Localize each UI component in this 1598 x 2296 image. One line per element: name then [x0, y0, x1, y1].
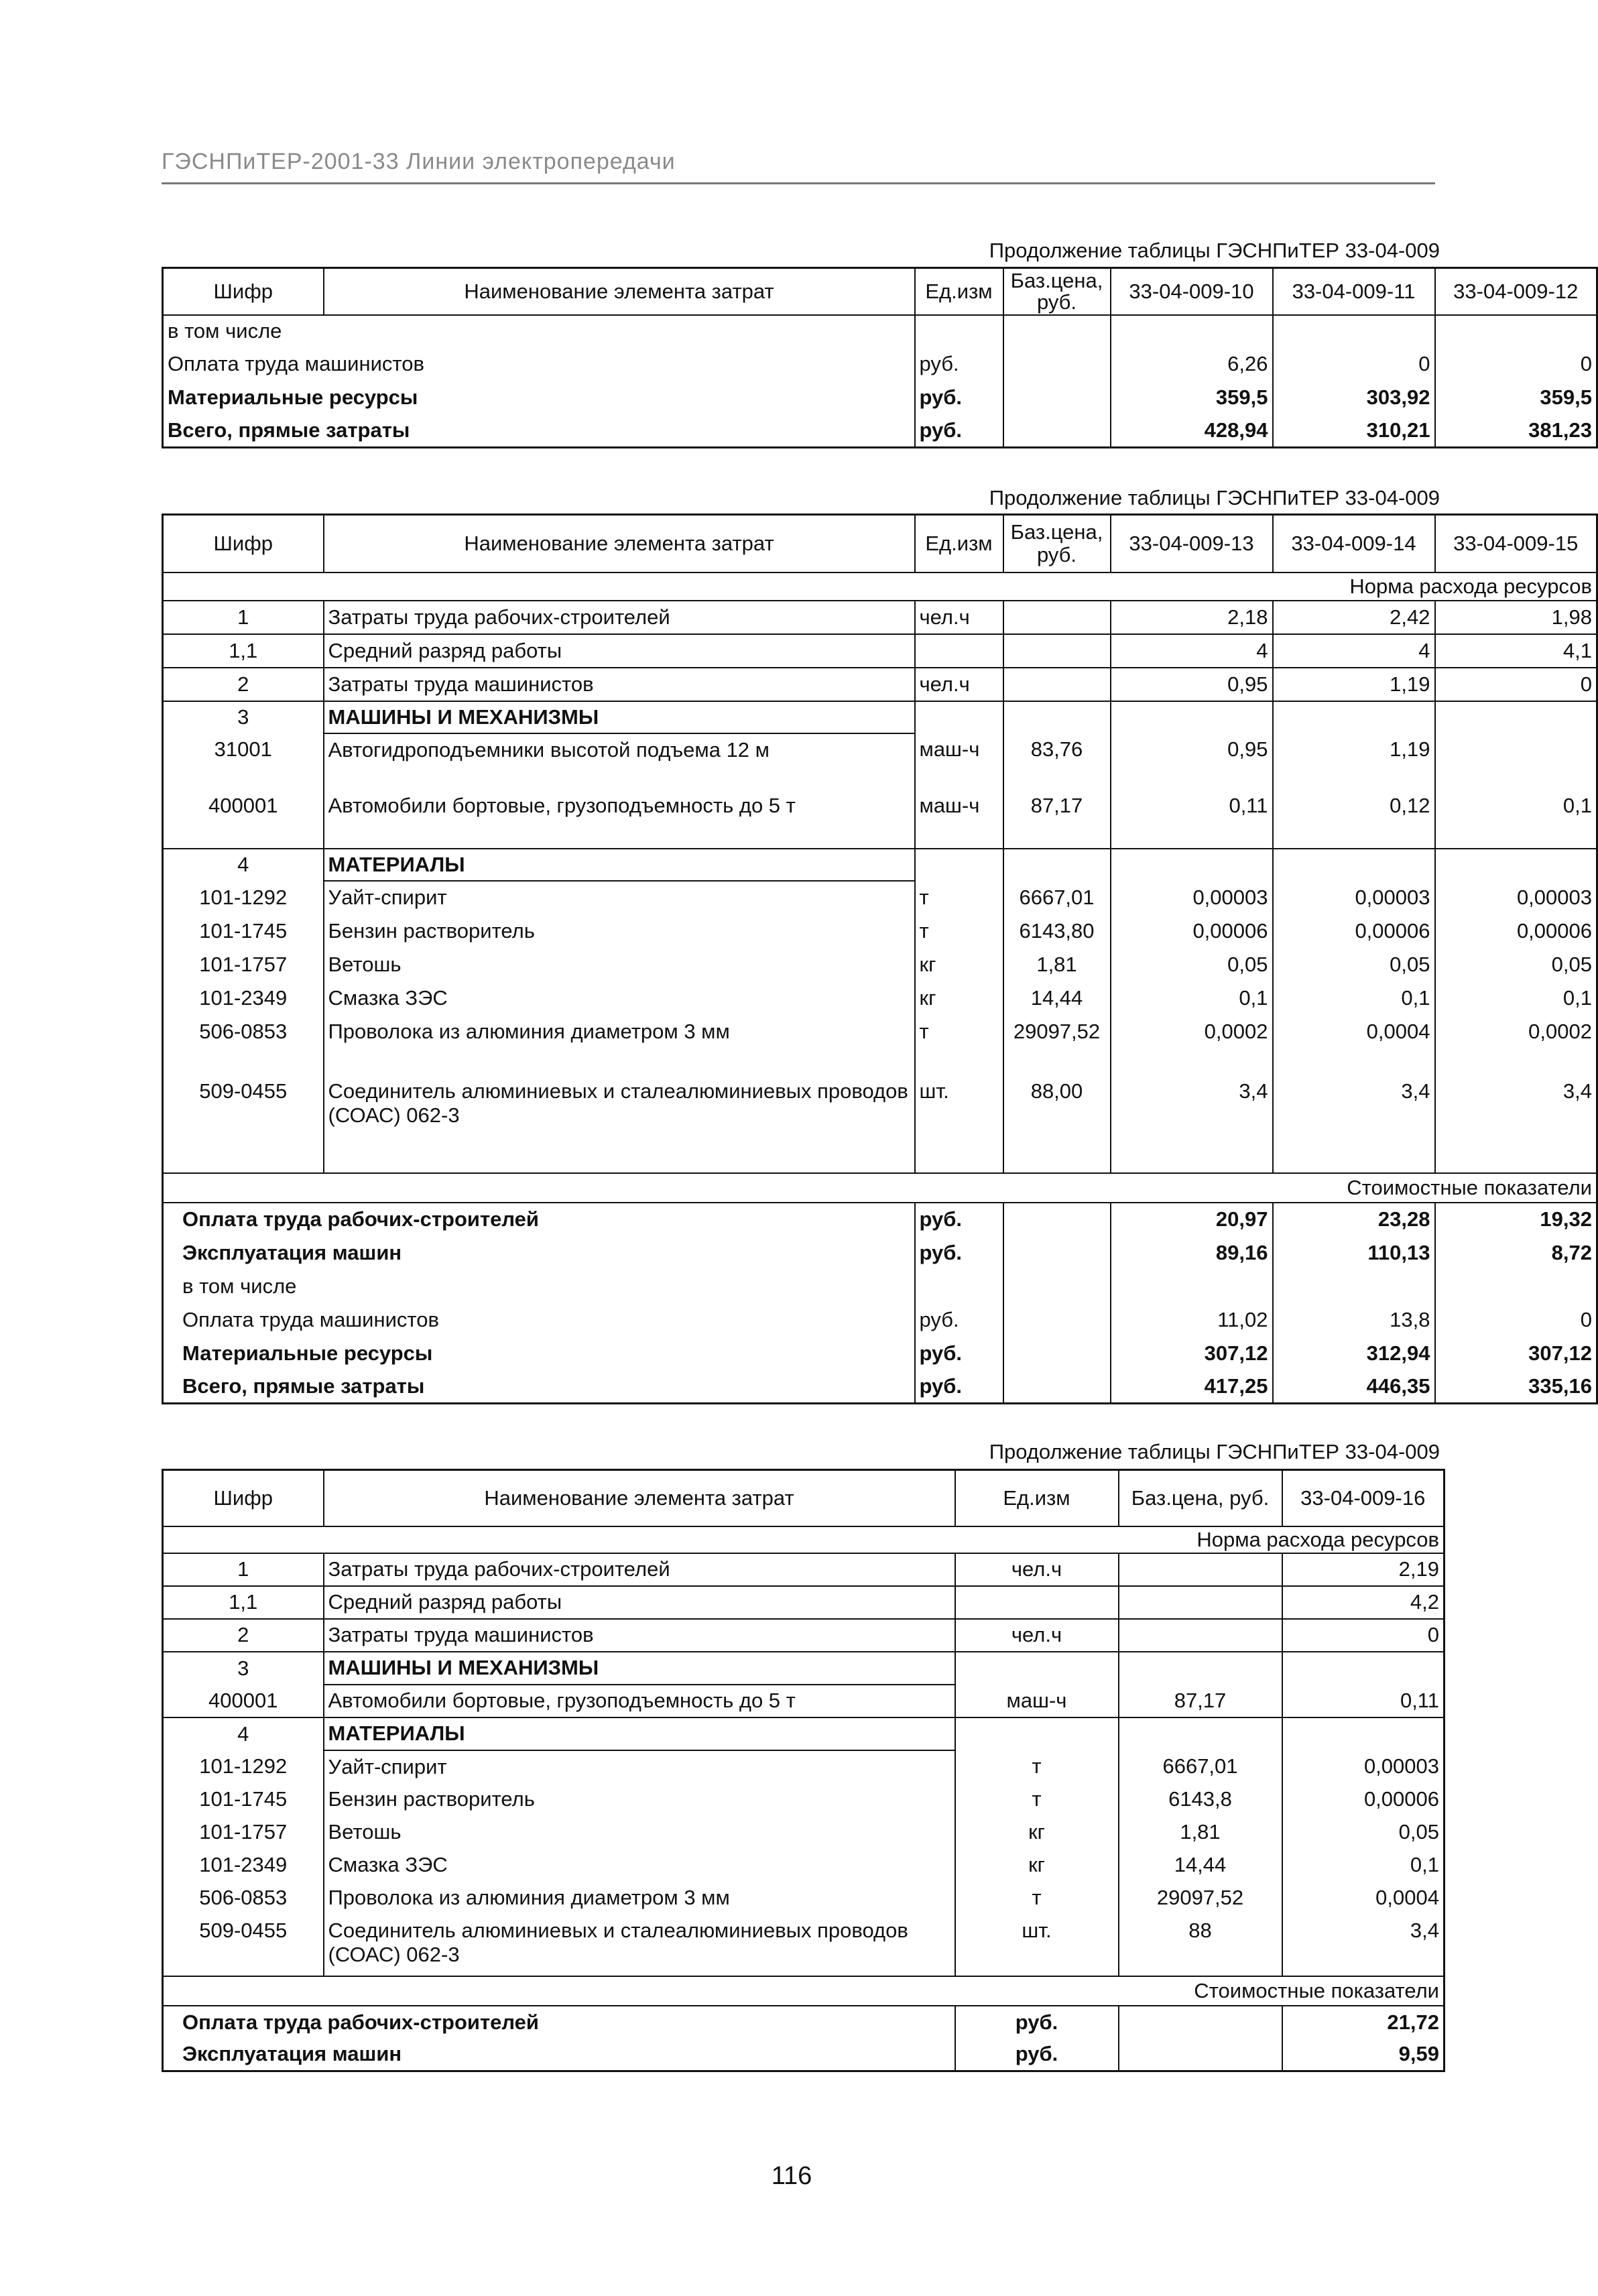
row-code: 509-0455: [199, 1918, 288, 1942]
row-code: 101-1292: [199, 1754, 288, 1778]
row-price: 87,17: [1003, 792, 1111, 849]
cost-label-row: [163, 1173, 1597, 1203]
row-price: [1119, 1652, 1282, 1685]
table-row: [163, 315, 1597, 347]
col-header-11: 33-04-009-11: [1273, 268, 1435, 315]
cost-label: Стоимостные показатели: [163, 1976, 1445, 2006]
value-cell: 0,00003: [1273, 881, 1435, 914]
value-cell: 0,05: [1435, 948, 1597, 981]
total-unit: руб.: [955, 2039, 1119, 2071]
value-cell: 1,19: [1273, 733, 1435, 792]
table-row: [163, 981, 1597, 1015]
row-name: Затраты труда машинистов: [324, 1619, 955, 1652]
col-header-unit: Ед.изм: [915, 268, 1003, 315]
col-header-price: Баз.цена, руб.: [1003, 515, 1111, 572]
row-code: 101-1745: [199, 918, 288, 943]
row-price: [1119, 1553, 1282, 1586]
row-price: 88: [1119, 1915, 1282, 1976]
row-code: 101-1757: [199, 1820, 288, 1844]
table-row: [163, 1717, 1445, 1750]
row-unit: [955, 1586, 1119, 1619]
value-cell: 13,8: [1273, 1303, 1435, 1337]
row-name: Уайт-спирит: [324, 1750, 955, 1783]
value-cell: 0,00003: [1282, 1750, 1445, 1783]
total-name: Оплата труда машинистов: [182, 1307, 439, 1331]
row-price: 14,44: [1119, 1849, 1282, 1882]
table-row: [163, 733, 1597, 792]
table-row: [163, 1048, 1597, 1173]
row-name: Уайт-спирит: [324, 881, 915, 914]
value-cell: 21,72: [1282, 2006, 1445, 2039]
table-row: [163, 668, 1597, 701]
cost-label-row: [163, 1976, 1445, 2006]
row-name: Средний разряд работы: [324, 1586, 955, 1619]
row-unit: чел.ч: [915, 601, 1003, 634]
value-cell: 307,12: [1111, 1337, 1273, 1370]
row-unit: руб.: [915, 347, 1003, 381]
row-name: Всего, прямые затраты: [168, 418, 410, 442]
row-unit: т: [915, 881, 1003, 914]
table-row: [163, 1553, 1445, 1586]
value-cell: 359,5: [1435, 381, 1597, 414]
row-unit: маш-ч: [915, 792, 1003, 849]
table-row: [163, 1619, 1445, 1652]
value-cell: 381,23: [1435, 414, 1597, 448]
row-code: 506-0853: [199, 1019, 288, 1043]
table-row: [163, 1849, 1445, 1882]
row-name: Смазка ЗЭС: [324, 981, 915, 1015]
value-cell: 417,25: [1111, 1370, 1273, 1404]
value-cell: 303,92: [1273, 381, 1435, 414]
row-price: 6143,8: [1119, 1783, 1282, 1816]
row-name: Материальные ресурсы: [168, 385, 418, 409]
value-cell: [1282, 1717, 1445, 1750]
row-name: Соединитель алюминиевых и сталеалюминиевых проводов (СОАС) 062-3: [324, 1048, 915, 1173]
value-cell: 4,1: [1435, 634, 1597, 668]
header-rule: [162, 182, 1435, 184]
col-header-13: 33-04-009-13: [1111, 515, 1273, 572]
row-unit: маш-ч: [915, 733, 1003, 792]
total-unit: руб.: [915, 1303, 1003, 1337]
running-header: ГЭСНПиТЕР-2001-33 Линии электропередачи: [162, 149, 676, 174]
total-row: [163, 1236, 1597, 1270]
row-unit: кг: [915, 948, 1003, 981]
table-row: [163, 849, 1597, 881]
value-cell: 0: [1435, 668, 1597, 701]
col-header-code: Шифр: [163, 1470, 324, 1526]
row-price: 6667,01: [1003, 881, 1111, 914]
table-row: [163, 347, 1597, 381]
value-cell: [1111, 701, 1273, 733]
row-code: 506-0853: [199, 1886, 288, 1909]
value-cell: 9,59: [1282, 2039, 1445, 2071]
table-row: [163, 1750, 1445, 1783]
total-name: Эксплуатация машин: [182, 1240, 402, 1264]
value-cell: 312,94: [1273, 1337, 1435, 1370]
table-row: [163, 1015, 1597, 1048]
col-header-14: 33-04-009-14: [1273, 515, 1435, 572]
cost-table-1: [162, 267, 1598, 448]
value-cell: 0,95: [1111, 668, 1273, 701]
row-name: МАШИНЫ И МЕХАНИЗМЫ: [324, 701, 915, 733]
value-cell: 0,0002: [1111, 1015, 1273, 1048]
value-cell: 0,00006: [1273, 914, 1435, 948]
value-cell: [1435, 733, 1597, 792]
row-name: Соединитель алюминиевых и сталеалюминиевых проводов (СОАС) 062-3: [324, 1915, 955, 1976]
value-cell: 11,02: [1111, 1303, 1273, 1337]
row-unit: [955, 1717, 1119, 1750]
row-code: 2: [163, 1619, 324, 1652]
row-price: [1119, 1717, 1282, 1750]
row-unit: кг: [955, 1849, 1119, 1882]
row-unit: кг: [955, 1816, 1119, 1849]
value-cell: [1273, 701, 1435, 733]
row-price: 87,17: [1119, 1685, 1282, 1717]
row-name: Оплата труда машинистов: [168, 351, 424, 375]
value-cell: 1,98: [1435, 601, 1597, 634]
row-name: Средний разряд работы: [324, 634, 915, 668]
value-cell: 0: [1273, 347, 1435, 381]
value-cell: 0,00003: [1111, 881, 1273, 914]
table-row: [163, 634, 1597, 668]
value-cell: 1,19: [1273, 668, 1435, 701]
table-row: [163, 881, 1597, 914]
table-row: [163, 601, 1597, 634]
table-row: [163, 1816, 1445, 1849]
row-code: 400001: [163, 792, 324, 849]
col-header-code: Шифр: [163, 515, 324, 572]
cost-table-2: [162, 513, 1598, 1404]
row-name: МАТЕРИАЛЫ: [324, 849, 915, 881]
value-cell: 0,1: [1273, 981, 1435, 1015]
total-row: [163, 1303, 1597, 1337]
row-price: [1003, 701, 1111, 733]
value-cell: 0,1: [1282, 1849, 1445, 1882]
row-name: Бензин растворитель: [324, 1783, 955, 1816]
row-name: Проволока из алюминия диаметром 3 мм: [324, 1882, 955, 1915]
table-row: [163, 1652, 1445, 1685]
total-name: в том числе: [182, 1274, 297, 1298]
total-name: Всего, прямые затраты: [182, 1374, 425, 1398]
total-name: Оплата труда рабочих-строителей: [182, 1207, 539, 1231]
value-cell: 0,12: [1273, 792, 1435, 849]
row-price: [1003, 668, 1111, 701]
value-cell: [1282, 1652, 1445, 1685]
value-cell: 19,32: [1435, 1203, 1597, 1236]
row-price: [1119, 1586, 1282, 1619]
row-unit: руб.: [915, 381, 1003, 414]
value-cell: 8,72: [1435, 1236, 1597, 1270]
row-unit: кг: [915, 981, 1003, 1015]
table-row: [163, 914, 1597, 948]
table-header-row: [163, 1470, 1445, 1526]
value-cell: 6,26: [1111, 347, 1273, 381]
value-cell: 3,4: [1282, 1915, 1445, 1976]
value-cell: 3,4: [1435, 1048, 1597, 1173]
row-price: 6667,01: [1119, 1750, 1282, 1783]
total-unit: руб.: [915, 1203, 1003, 1236]
col-header-name: Наименование элемента затрат: [324, 1470, 955, 1526]
row-unit: чел.ч: [955, 1619, 1119, 1652]
value-cell: 4: [1111, 634, 1273, 668]
row-name: в том числе: [168, 319, 282, 343]
row-unit: т: [915, 1015, 1003, 1048]
row-unit: чел.ч: [915, 668, 1003, 701]
norm-label: Норма расхода ресурсов: [163, 572, 1597, 601]
value-cell: 310,21: [1273, 414, 1435, 448]
page-number: 116: [771, 2162, 812, 2190]
table-row: [163, 948, 1597, 981]
row-price: 29097,52: [1003, 1015, 1111, 1048]
value-cell: [1111, 849, 1273, 881]
value-cell: [1273, 849, 1435, 881]
row-unit: т: [915, 914, 1003, 948]
row-price: 88,00: [1003, 1048, 1111, 1173]
value-cell: 307,12: [1435, 1337, 1597, 1370]
col-header-10: 33-04-009-10: [1111, 268, 1273, 315]
value-cell: 2,42: [1273, 601, 1435, 634]
row-unit: [915, 701, 1003, 733]
row-price: [1119, 1619, 1282, 1652]
row-unit: [915, 634, 1003, 668]
row-unit: руб.: [915, 414, 1003, 448]
row-price: 14,44: [1003, 981, 1111, 1015]
value-cell: 335,16: [1435, 1370, 1597, 1404]
col-header-price: Баз.цена, руб.: [1119, 1470, 1282, 1526]
total-row: [163, 2039, 1445, 2071]
row-name: Затраты труда рабочих-строителей: [324, 601, 915, 634]
row-code: 1,1: [163, 1586, 324, 1619]
row-price: 1,81: [1003, 948, 1111, 981]
row-code: 1,1: [163, 634, 324, 668]
value-cell: 4: [1273, 634, 1435, 668]
table-row: [163, 414, 1597, 448]
total-unit: [915, 1270, 1003, 1303]
row-name: Автомобили бортовые, грузоподъемность до 5 т: [324, 1685, 955, 1717]
value-cell: 0,05: [1282, 1816, 1445, 1849]
col-header-unit: Ед.изм: [955, 1470, 1119, 1526]
value-cell: 0,00006: [1282, 1783, 1445, 1816]
value-cell: 89,16: [1111, 1236, 1273, 1270]
row-price: 29097,52: [1119, 1882, 1282, 1915]
row-price: [1003, 849, 1111, 881]
row-unit: чел.ч: [955, 1553, 1119, 1586]
row-name: Автомобили бортовые, грузоподъемность до 5 т: [324, 792, 915, 849]
table-row: [163, 381, 1597, 414]
total-unit: руб.: [915, 1236, 1003, 1270]
row-code: 400001: [163, 1685, 324, 1717]
value-cell: 0,1: [1435, 792, 1597, 849]
total-row: [163, 2006, 1445, 2039]
value-cell: 0,0004: [1273, 1015, 1435, 1048]
value-cell: 0,1: [1435, 981, 1597, 1015]
value-cell: 0,00006: [1111, 914, 1273, 948]
value-cell: 0,95: [1111, 733, 1273, 792]
col-header-unit: Ед.изм: [915, 515, 1003, 572]
row-name: Ветошь: [324, 948, 915, 981]
row-unit: [915, 849, 1003, 881]
value-cell: 0,05: [1111, 948, 1273, 981]
value-cell: 3,4: [1111, 1048, 1273, 1173]
norm-label-row: [163, 1526, 1445, 1553]
table-header-row: [163, 268, 1597, 315]
total-unit: руб.: [915, 1370, 1003, 1404]
row-unit: т: [955, 1783, 1119, 1816]
table-header-row: [163, 515, 1597, 572]
row-code: 4: [237, 853, 249, 876]
row-code: 101-2349: [199, 985, 288, 1010]
row-unit: т: [955, 1882, 1119, 1915]
row-code: 31001: [214, 737, 272, 761]
value-cell: [1435, 849, 1597, 881]
col-header-name: Наименование элемента затрат: [324, 515, 915, 572]
total-name: Материальные ресурсы: [182, 1341, 433, 1365]
value-cell: 20,97: [1111, 1203, 1273, 1236]
value-cell: 3,4: [1273, 1048, 1435, 1173]
row-price: 6143,80: [1003, 914, 1111, 948]
col-header-16: 33-04-009-16: [1282, 1470, 1445, 1526]
table-caption-1: Продолжение таблицы ГЭСНПиТЕР 33-04-009: [989, 239, 1440, 262]
total-unit: руб.: [915, 1337, 1003, 1370]
col-header-code: Шифр: [163, 268, 324, 315]
row-code: 4: [237, 1721, 249, 1746]
row-name: Ветошь: [324, 1816, 955, 1849]
value-cell: 0,11: [1282, 1685, 1445, 1717]
total-unit: руб.: [955, 2006, 1119, 2039]
value-cell: [1435, 701, 1597, 733]
value-cell: 0: [1435, 347, 1597, 381]
col-header-price: Баз.цена, руб.: [1003, 268, 1111, 315]
row-unit: [915, 315, 1003, 347]
value-cell: 0: [1282, 1619, 1445, 1652]
row-name: Проволока из алюминия диаметром 3 мм: [324, 1015, 915, 1048]
total-row: [163, 1270, 1597, 1303]
col-header-12: 33-04-009-12: [1435, 268, 1597, 315]
row-name: Затраты труда рабочих-строителей: [324, 1553, 955, 1586]
table-caption-2: Продолжение таблицы ГЭСНПиТЕР 33-04-009: [989, 486, 1440, 509]
row-price: [1003, 634, 1111, 668]
cost-label: Стоимостные показатели: [163, 1173, 1597, 1203]
table-row: [163, 701, 1597, 733]
row-code: 1: [163, 1553, 324, 1586]
row-code: 101-1745: [199, 1787, 288, 1811]
row-code: 101-1292: [199, 885, 288, 909]
cost-table-3: [162, 1469, 1445, 2072]
row-code: 101-1757: [199, 952, 288, 976]
value-cell: 0,05: [1273, 948, 1435, 981]
row-unit: маш-ч: [955, 1685, 1119, 1717]
total-row: [163, 1337, 1597, 1370]
row-name: Бензин растворитель: [324, 914, 915, 948]
row-price: 1,81: [1119, 1816, 1282, 1849]
total-name: Эксплуатация машин: [182, 2042, 402, 2066]
row-name: Затраты труда машинистов: [324, 668, 915, 701]
value-cell: 0,0004: [1282, 1882, 1445, 1915]
value-cell: 0,1: [1111, 981, 1273, 1015]
value-cell: 0: [1435, 1303, 1597, 1337]
table-row: [163, 1586, 1445, 1619]
table-row: [163, 1882, 1445, 1915]
value-cell: 0,00003: [1435, 881, 1597, 914]
value-cell: 23,28: [1273, 1203, 1435, 1236]
row-unit: [955, 1652, 1119, 1685]
value-cell: 446,35: [1273, 1370, 1435, 1404]
table-row: [163, 1915, 1445, 1976]
value-cell: 2,18: [1111, 601, 1273, 634]
table-caption-3: Продолжение таблицы ГЭСНПиТЕР 33-04-009: [989, 1440, 1440, 1463]
col-header-name: Наименование элемента затрат: [324, 268, 915, 315]
row-name: МАТЕРИАЛЫ: [324, 1717, 955, 1750]
row-name: Смазка ЗЭС: [324, 1849, 955, 1882]
value-cell: 0,00006: [1435, 914, 1597, 948]
value-cell: 4,2: [1282, 1586, 1445, 1619]
row-price: 83,76: [1003, 733, 1111, 792]
col-header-15: 33-04-009-15: [1435, 515, 1597, 572]
row-name: МАШИНЫ И МЕХАНИЗМЫ: [324, 1652, 955, 1685]
row-unit: т: [955, 1750, 1119, 1783]
value-cell: 2,19: [1282, 1553, 1445, 1586]
value-cell: 110,13: [1273, 1236, 1435, 1270]
table-row: [163, 1783, 1445, 1816]
value-cell: 0,0002: [1435, 1015, 1597, 1048]
norm-label: Норма расхода ресурсов: [163, 1526, 1445, 1553]
row-unit: шт.: [955, 1915, 1119, 1976]
row-unit: шт.: [915, 1048, 1003, 1173]
total-row: [163, 1203, 1597, 1236]
row-price: [1003, 601, 1111, 634]
norm-label-row: [163, 572, 1597, 601]
total-row: [163, 1370, 1597, 1404]
value-cell: 359,5: [1111, 381, 1273, 414]
table-row: [163, 1685, 1445, 1717]
row-code: 2: [163, 668, 324, 701]
value-cell: 428,94: [1111, 414, 1273, 448]
row-code: 509-0455: [199, 1079, 288, 1103]
row-code: 3: [237, 705, 249, 729]
total-name: Оплата труда рабочих-строителей: [182, 2010, 539, 2034]
row-code: 1: [163, 601, 324, 634]
table-row: [163, 792, 1597, 849]
row-code: 3: [237, 1656, 249, 1680]
row-name: Автогидроподъемники высотой подъема 12 м: [324, 733, 915, 792]
value-cell: 0,11: [1111, 792, 1273, 849]
row-code: 101-2349: [199, 1853, 288, 1876]
